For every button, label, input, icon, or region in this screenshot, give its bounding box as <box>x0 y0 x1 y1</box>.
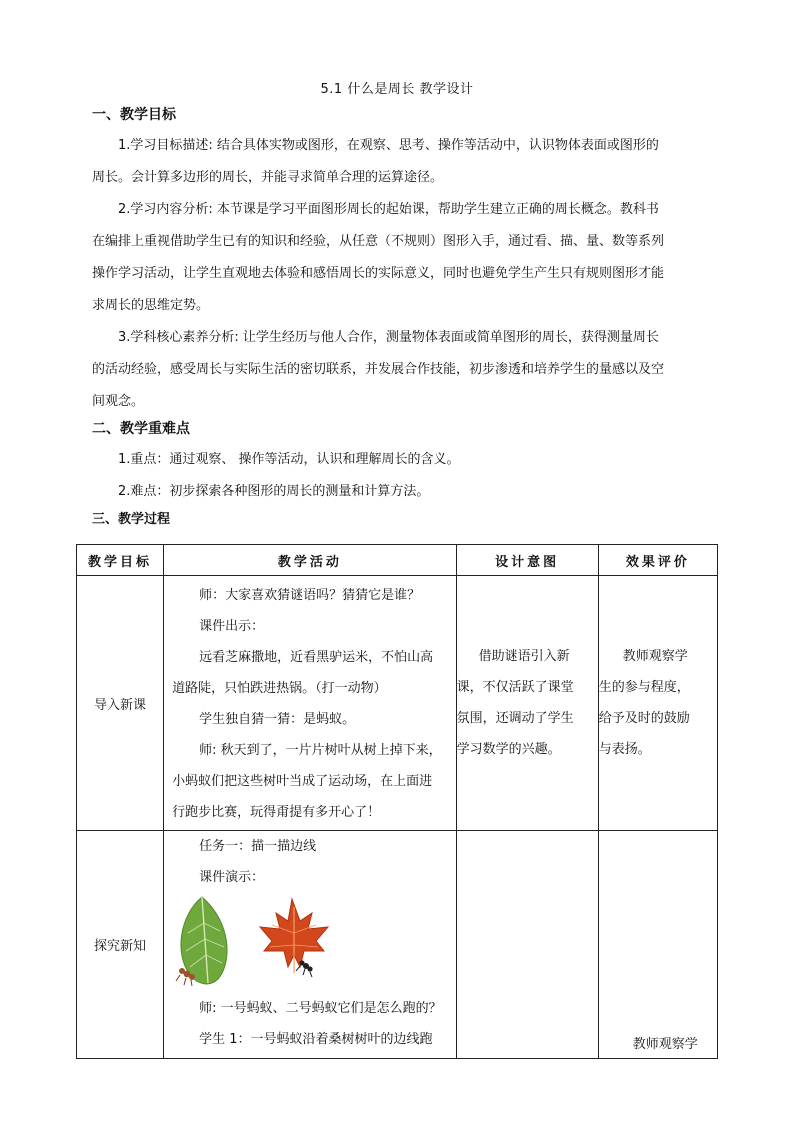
objective-3-line-1: 3.学科核心素养分析: 让学生经历与他人合作，测量物体表面或简单图形的周长，获得测量周长 <box>118 330 659 345</box>
maple-leaf-icon <box>260 899 328 973</box>
intent-line: 氛围，还调动了学生 <box>456 711 574 726</box>
activity-line: 行跑步比赛，玩得甭提有多开心了！ <box>172 805 381 820</box>
intent-cell <box>456 576 598 831</box>
table-row <box>77 831 718 1059</box>
eval-line: 教师观察学 <box>622 649 688 664</box>
header-stage: 教学目标 <box>77 545 164 576</box>
header-activity: 教学活动 <box>164 545 456 576</box>
table-row <box>77 576 718 831</box>
objective-1-line-1: 1.学习目标描述: 结合具体实物或图形，在观察、思考、操作等活动中，认识物体表面或图形的 <box>118 138 659 153</box>
activity-cell <box>164 831 456 1059</box>
keypoint-2: 2.难点：初步探索各种图形的周长的测量和计算方法。 <box>118 484 430 499</box>
stage-explore: 探究新知 <box>77 831 164 1059</box>
intent-line: 学习数学的兴趣。 <box>456 742 561 757</box>
intent-line: 借助谜语引入新 <box>478 649 570 664</box>
eval-line: 与表扬。 <box>598 742 651 757</box>
leaf-illustrations <box>172 893 447 993</box>
section-heading-keypoints: 二、教学重难点 <box>92 421 190 437</box>
evaluation-cell <box>598 831 717 1059</box>
eval-line: 给予及时的鼓励 <box>598 711 690 726</box>
activity-line: 小蚂蚁们把这些树叶当成了运动场，在上面进 <box>172 774 433 789</box>
header-intent: 设计意图 <box>456 545 598 576</box>
objective-2-line-4: 求周长的思维定势。 <box>92 298 210 313</box>
eval-line: 生的参与程度， <box>598 680 690 695</box>
activity-line: 课件出示： <box>199 619 265 634</box>
activity-line: 任务一：描一描边线 <box>199 839 317 854</box>
section-heading-objectives: 一、教学目标 <box>92 107 176 123</box>
intent-cell <box>456 831 598 1059</box>
activity-line: 课件演示： <box>199 870 265 885</box>
objective-3-line-2: 的活动经验，感受周长与实际生活的密切联系，并发展合作技能，初步渗透和培养学生的量感以及空 <box>92 362 665 377</box>
table-header-row <box>77 545 718 576</box>
leaves-image <box>172 893 442 993</box>
activity-line: 师：大家喜欢猜谜语吗？猜猜它是谁？ <box>199 588 421 603</box>
activity-line: 师: 一号蚂蚁、二号蚂蚁它们是怎么跑的？ <box>199 1001 442 1016</box>
activity-line: 远看芝麻撒地，近看黑驴运米，不怕山高 <box>199 650 434 665</box>
objective-2-line-3: 操作学习活动，让学生直观地去体验和感悟周长的实际意义，同时也避免学生产生只有规则图形才能 <box>92 266 665 281</box>
activity-line: 师: 秋天到了，一片片树叶从树上掉下来， <box>199 743 442 758</box>
objective-2-line-2: 在编排上重视借助学生已有的知识和经验，从任意（不规则）图形入手，通过看、描、量、数等系列 <box>92 234 665 249</box>
activity-line: 道路陡，只怕跌进热锅。（打一动物） <box>172 681 387 696</box>
activity-line: 学生 1：一号蚂蚁沿着桑树树叶的边线跑 <box>199 1032 433 1047</box>
header-evaluation: 效果评价 <box>598 545 717 576</box>
intent-line: 课，不仅活跃了课堂 <box>456 680 574 695</box>
stage-intro: 导入新课 <box>77 576 164 831</box>
eval-line: 教师观察学 <box>632 1037 698 1052</box>
document-title: 5.1 什么是周长 教学设计 <box>320 82 474 97</box>
section-heading-process: 三、教学过程 <box>92 512 171 527</box>
objective-1-line-2: 周长。会计算多边形的周长，并能寻求简单合理的运算途径。 <box>92 170 444 185</box>
objective-2-line-1: 2.学习内容分析: 本节课是学习平面图形周长的起始课，帮助学生建立正确的周长概念。教科书 <box>118 202 659 217</box>
activity-line: 学生独自猜一猜：是蚂蚁。 <box>199 712 356 727</box>
lesson-plan-table <box>76 544 718 1059</box>
objective-3-line-3: 间观念。 <box>92 394 145 409</box>
keypoint-1: 1.重点：通过观察、 操作等活动，认识和理解周长的含义。 <box>118 452 460 467</box>
activity-cell <box>164 576 456 831</box>
evaluation-cell <box>598 576 717 831</box>
